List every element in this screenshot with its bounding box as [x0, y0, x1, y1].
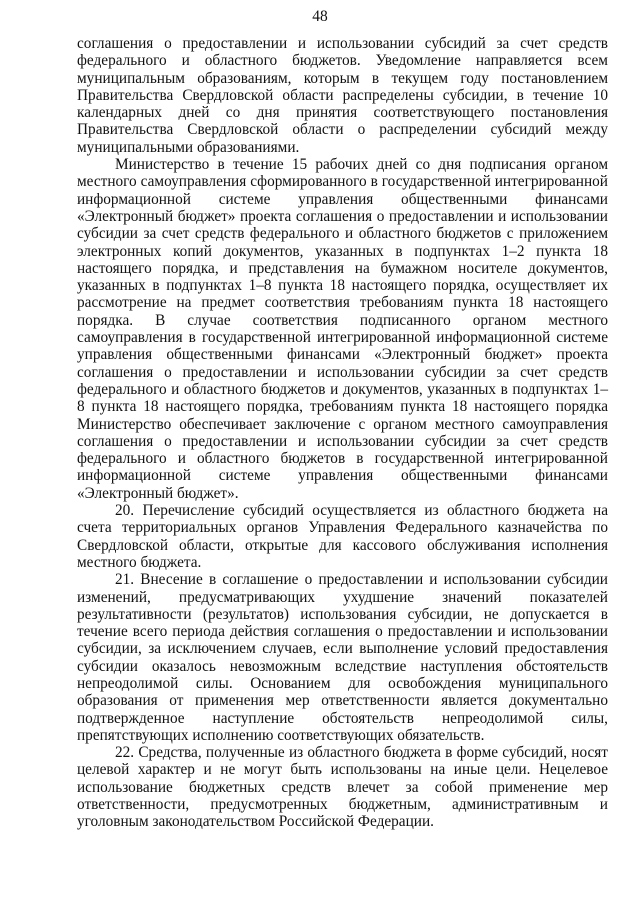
paragraph-item-21: 21. Внесение в соглашение о предоставлении и использовании субсидии изменений, предусматривающих ухудшение значений показателей результативности (результатов) использования субсидии, не допускается в течение всего периода действия соглашения о предоставлении и использовании субсидии, за исключением случаев, если выполнение условий предоставления субсидии оказалось невозможным вследствие наступления обстоятельств непреодолимой силы. Основанием для освобождения муниципального образования от применения мер ответственности является документально подтвержденное наступление обстоятельств непреодолимой силы, препятствующих исполнению соответствующих обязательств.: [77, 571, 608, 744]
document-body: [77, 35, 608, 831]
paragraph-continuation: соглашения о предоставлении и использовании субсидий за счет средств федерального и областного бюджетов. Уведомление направляется всем муниципальным образованиям, которым в текущем году постановлением Правительства Свердловской области распределены субсидии, в течение 10 календарных дней со дня принятия соответствующего постановления Правительства Свердловской области о распределении субсидий между муниципальными образованиями.: [77, 35, 608, 156]
paragraph-ministry-review: Министерство в течение 15 рабочих дней со дня подписания органом местного самоуправления сформированного в государственной интегрированной информационной системе управления общественными финансами «Электронный бюджет» проекта соглашения о предоставлении и использовании субсидии за счет средств федерального и областного бюджетов с приложением электронных копий документов, указанных в подпунктах 1–2 пункта 18 настоящего порядка, и представления на бумажном носителе документов, указанных в подпунктах 1–8 пункта 18 настоящего порядка, осуществляет их рассмотрение на предмет соответствия требованиям пункта 18 настоящего порядка. В случае соответствия подписанного органом местного самоуправления в государственной интегрированной информационной системе управления общественными финансами «Электронный бюджет» проекта соглашения о предоставлении и использовании субсидии за счет средств федерального и областного бюджетов и документов, указанных в подпунктах 1–8 пункта 18 настоящего порядка, требованиям пункта 18 настоящего порядка Министерство обеспечивает заключение с органом местного самоуправления соглашения о предоставлении и использовании субсидии за счет средств федерального и областного бюджетов в государственной интегрированной информационной системе управления общественными финансами «Электронный бюджет».: [77, 156, 608, 502]
paragraph-item-20: 20. Перечисление субсидий осуществляется из областного бюджета на счета территориальных органов Управления Федерального казначейства по Свердловской области, открытые для кассового обслуживания исполнения местного бюджета.: [77, 502, 608, 571]
paragraph-item-22: 22. Средства, полученные из областного бюджета в форме субсидий, носят целевой характер и не могут быть использованы на иные цели. Нецелевое использование бюджетных средств влечет за собой применение мер ответственности, предусмотренных бюджетным, административным и уголовным законодательством Российской Федерации.: [77, 744, 608, 831]
page-number: 48: [312, 8, 328, 25]
